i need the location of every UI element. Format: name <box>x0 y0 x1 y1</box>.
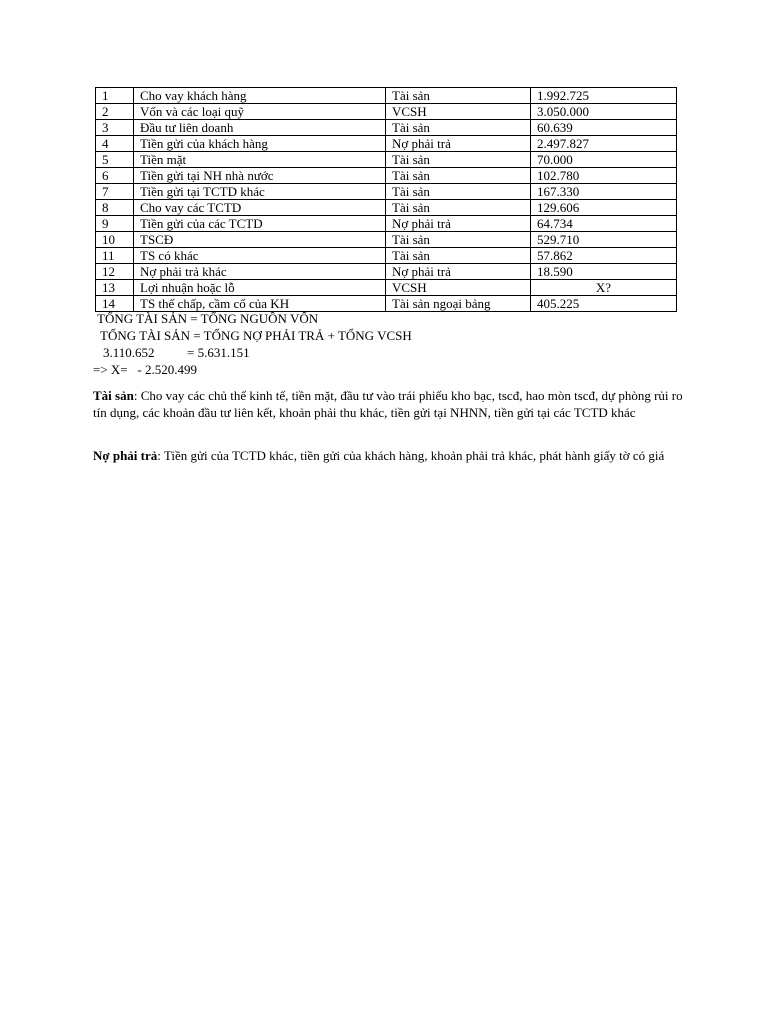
row-number: 1 <box>96 88 134 104</box>
account-type: Tài sản <box>386 88 531 104</box>
table-row <box>96 104 677 120</box>
account-type: Tài sản <box>386 152 531 168</box>
account-name: Tiền gửi tại NH nhà nước <box>134 168 386 184</box>
account-value: 70.000 <box>531 152 677 168</box>
equation-line-1: TỔNG TÀI SẢN = TỔNG NGUỒN VỐN <box>97 311 319 326</box>
account-name: Vốn và các loại quỹ <box>134 104 386 120</box>
account-name: Tiền gửi của các TCTD <box>134 216 386 232</box>
account-value: X? <box>531 280 677 296</box>
account-value: 167.330 <box>531 184 677 200</box>
row-number: 4 <box>96 136 134 152</box>
account-value: 129.606 <box>531 200 677 216</box>
liabilities-label: Nợ phải trả <box>93 448 158 463</box>
row-number: 8 <box>96 200 134 216</box>
account-type: Tài sản <box>386 200 531 216</box>
account-name: TS có khác <box>134 248 386 264</box>
account-name: Lợi nhuận hoặc lỗ <box>134 280 386 296</box>
table-row <box>96 136 677 152</box>
accounts-table <box>95 87 677 312</box>
table-row <box>96 200 677 216</box>
account-name: Cho vay khách hàng <box>134 88 386 104</box>
account-name: Tiền gửi của khách hàng <box>134 136 386 152</box>
account-type: Nợ phải trả <box>386 264 531 280</box>
table-row <box>96 296 677 312</box>
table-row <box>96 88 677 104</box>
account-type: Nợ phải trả <box>386 216 531 232</box>
account-value: 3.050.000 <box>531 104 677 120</box>
account-type: VCSH <box>386 280 531 296</box>
account-value: 2.497.827 <box>531 136 677 152</box>
row-number: 14 <box>96 296 134 312</box>
account-value: 405.225 <box>531 296 677 312</box>
row-number: 5 <box>96 152 134 168</box>
row-number: 13 <box>96 280 134 296</box>
table-row <box>96 184 677 200</box>
table-row <box>96 232 677 248</box>
account-value: 18.590 <box>531 264 677 280</box>
account-type: VCSH <box>386 104 531 120</box>
equation-line-2: TỔNG TÀI SẢN = TỔNG NỢ PHẢI TRẢ + TỔNG VCSH <box>100 328 412 343</box>
equation-result: => X= - 2.520.499 <box>93 362 197 377</box>
account-type: Tài sản ngoại bảng <box>386 296 531 312</box>
row-number: 10 <box>96 232 134 248</box>
liabilities-text: : Tiền gửi của TCTD khác, tiền gửi của khách hàng, khoản phải trả khác, phát hành giấy tờ có giá <box>157 448 665 463</box>
equation-line-3: 3.110.652 = 5.631.151 <box>103 345 250 360</box>
account-type: Tài sản <box>386 248 531 264</box>
assets-definition <box>93 387 683 421</box>
row-number: 7 <box>96 184 134 200</box>
table-row <box>96 248 677 264</box>
table-row <box>96 120 677 136</box>
account-value: 529.710 <box>531 232 677 248</box>
account-type: Tài sản <box>386 184 531 200</box>
row-number: 9 <box>96 216 134 232</box>
account-value: 1.992.725 <box>531 88 677 104</box>
table-row <box>96 264 677 280</box>
account-type: Tài sản <box>386 232 531 248</box>
row-number: 11 <box>96 248 134 264</box>
account-value: 57.862 <box>531 248 677 264</box>
row-number: 2 <box>96 104 134 120</box>
row-number: 12 <box>96 264 134 280</box>
account-name: Tiền mặt <box>134 152 386 168</box>
row-number: 3 <box>96 120 134 136</box>
table-row <box>96 152 677 168</box>
assets-label: Tài sản <box>93 388 134 403</box>
account-type: Tài sản <box>386 168 531 184</box>
row-number: 6 <box>96 168 134 184</box>
account-value: 102.780 <box>531 168 677 184</box>
account-name: Tiền gửi tại TCTD khác <box>134 184 386 200</box>
account-type: Tài sản <box>386 120 531 136</box>
account-name: Cho vay các TCTD <box>134 200 386 216</box>
assets-text: : Cho vay các chủ thể kinh tế, tiền mặt, đầu tư vào trái phiếu kho bạc, tscđ, hao mòn tscđ, dự phòng rủi ro tín dụng, các khoản đầu tư liên kết, khoản phải thu khác, tiền gửi tại NHNN, tiền gửi tại các TCTD khác <box>93 388 683 420</box>
liabilities-definition <box>93 447 683 464</box>
table-row <box>96 168 677 184</box>
account-name: Đầu tư liên doanh <box>134 120 386 136</box>
table-row <box>96 280 677 296</box>
account-name: Nợ phải trả khác <box>134 264 386 280</box>
table-row <box>96 216 677 232</box>
account-name: TSCĐ <box>134 232 386 248</box>
account-value: 60.639 <box>531 120 677 136</box>
account-name: TS thế chấp, cầm cố của KH <box>134 296 386 312</box>
account-type: Nợ phải trả <box>386 136 531 152</box>
account-value: 64.734 <box>531 216 677 232</box>
